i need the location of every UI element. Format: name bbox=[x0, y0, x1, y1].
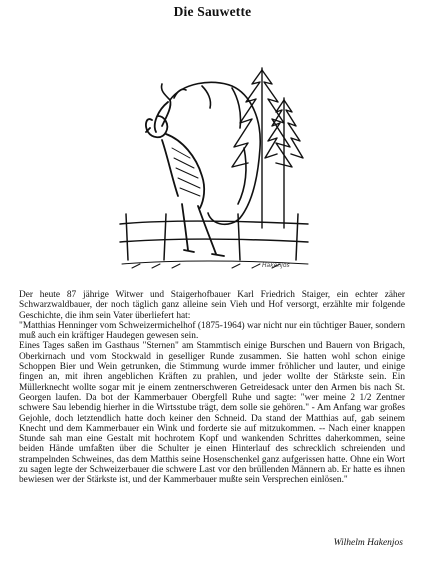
author-name: Wilhelm Hakenjos bbox=[333, 538, 403, 548]
man-carrying-pig-sketch-icon bbox=[112, 28, 312, 278]
paragraph: Eines Tages saßen im Gasthaus "Sternen" am Stammtisch einige Burschen und Bauern von Brigach, Oberkirnach und vom Stockwald in geselliger Runde zusammen. Sie hatten wohl schon einige Schoppen Bier und Wein getrunken, die Stimmung wurde immer fröhlicher und lauter, und einige fingen an, mit ihren angeblichen Kräften zu prahlen, und jeder wollte der Stärkste sein. Ein Müllerknecht wollte sogar mit je einem zentnerschweren Getreidesack unter den Armen bis nach St. Georgen laufen. Da bot der Kammerbauer Obergfell Ruhe und sagte: "wer meine 2 1/2 Zentner schwere Sau lebendig hierher in die Wirtsstube trägt, dem solle sie gehören." - Am Anfang war großes Gejohle, doch letztendlich hatte doch keiner den Schneid. Da stand der Matthias auf, gab seinem Knecht und dem Kammerbauer ein Wink und forderte sie auf mitzukommen. -- Nach einer knappen Stunde sah man eine Gestalt mit hochrotem Kopf und wankenden Schrittes daherkommen, seine beiden Hände umfaßten über die Schulter je einen Hinterlauf des schrecklich schreienden und strampelnden Schweines, das dem Matthis seine Hosenschenkel ganz aufgerissen hatte. Ohne ein Wort zu sagen legte der Schweizerbauer die schwere Last vor den brüllenden Männern ab. Er hatte es ihnen bewiesen wer der Stärkste ist, und der Kammerbauer mußte sein Versprechen einlösen." bbox=[19, 341, 405, 486]
paragraph: "Matthias Henninger vom Schweizermichelhof (1875-1964) war nicht nur ein tüchtiger Bauer, sondern muß auch ein kräftiger Haudegen gewesen sein. bbox=[19, 320, 405, 342]
article-body bbox=[19, 290, 405, 486]
illustration-signature: Hakenjos bbox=[262, 262, 290, 269]
page-title: Die Sauwette bbox=[173, 4, 252, 19]
paragraph: Der heute 87 jährige Witwer und Staigerhofbauer Karl Friedrich Staiger, ein echter zäher Schwarzwaldbauer, der noch täglich ganz alleine sein Vieh und Hof versorgt, erzählte mir folgende Geschichte, die ihm sein Vater überliefert hat: bbox=[19, 290, 405, 321]
